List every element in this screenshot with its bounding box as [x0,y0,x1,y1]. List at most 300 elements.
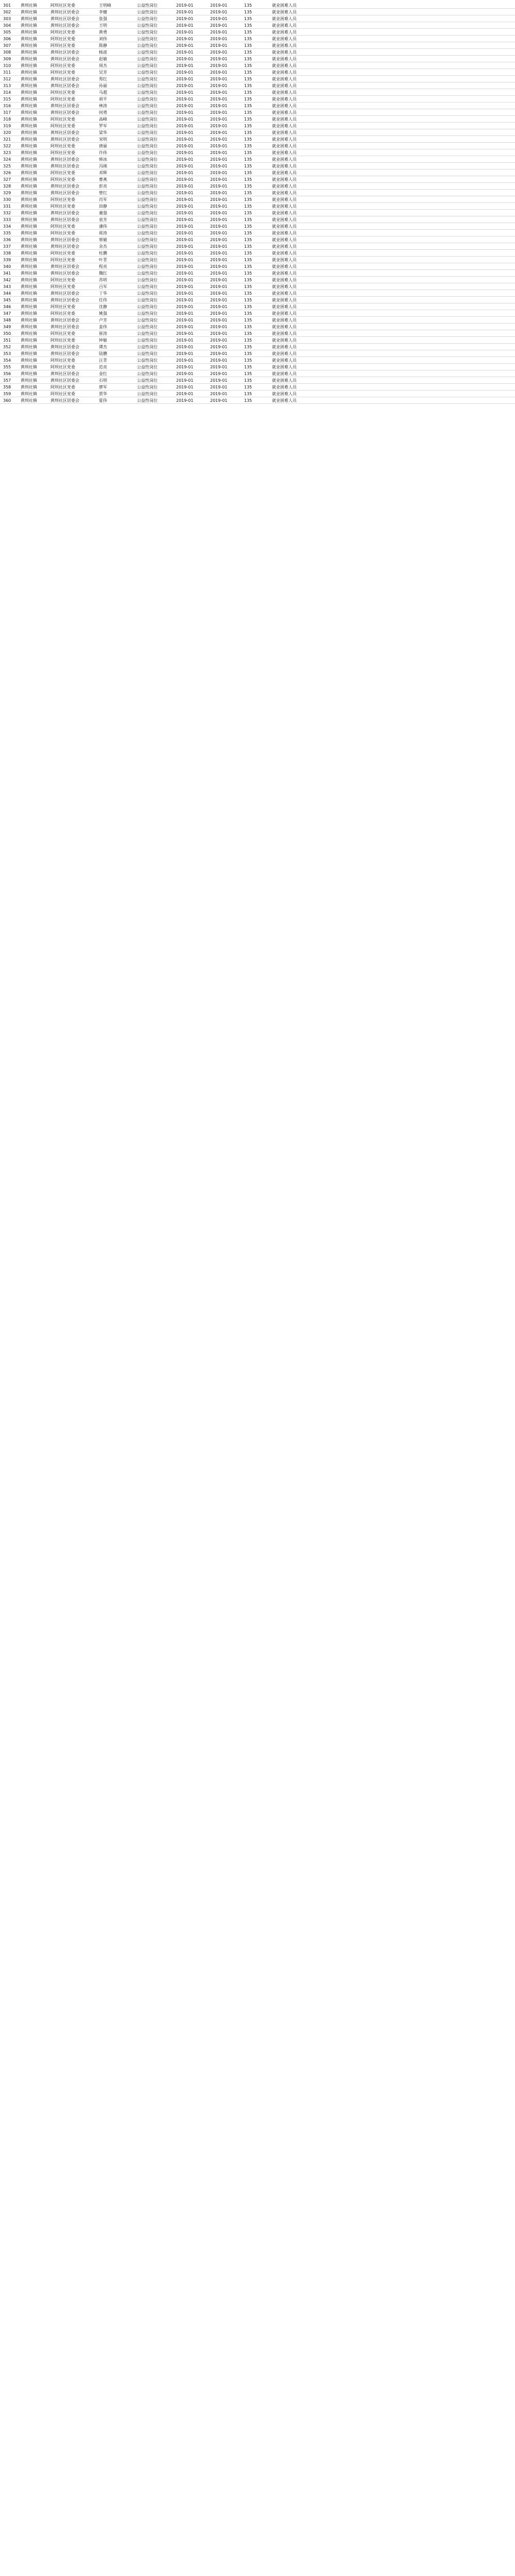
cell-number: 347 [3,311,11,316]
cell-start-date: 2019-01 [176,10,194,14]
cell-category: 就业困难人员 [272,217,297,222]
cell-start-date: 2019-01 [176,351,194,356]
cell-number: 357 [3,378,11,383]
cell-organization: 阿坝社区党委 [50,365,75,369]
cell-category: 就业困难人员 [272,398,297,403]
cell-category: 就业困难人员 [272,304,297,309]
cell-category: 就业困难人员 [272,177,297,182]
cell-end-date: 2019-01 [210,110,228,115]
cell-number: 346 [3,304,11,309]
cell-type: 公益性岗位 [137,124,158,128]
cell-organization: 阿坝社区党委 [50,37,75,41]
cell-type: 公益性岗位 [137,130,158,135]
cell-start-date: 2019-01 [176,104,194,108]
table-row [0,397,515,404]
cell-town: 黄圳社镇 [21,304,37,309]
cell-category: 就业困难人员 [272,117,297,122]
cell-type: 公益性岗位 [137,191,158,195]
cell-category: 就业困难人员 [272,224,297,229]
cell-end-date: 2019-01 [210,117,228,122]
table-row [0,82,515,89]
cell-amount: 135 [244,177,252,182]
cell-amount: 135 [244,251,252,256]
table-row [0,210,515,216]
cell-organization: 黄圳社区居委会 [50,371,79,376]
cell-type: 公益性岗位 [137,244,158,249]
table-row [0,196,515,203]
cell-end-date: 2019-01 [210,211,228,215]
cell-name: 吕军 [99,284,107,289]
cell-organization: 黄圳社区居委会 [50,184,79,189]
cell-type: 公益性岗位 [137,224,158,229]
cell-town: 黄圳社镇 [21,291,37,296]
cell-end-date: 2019-01 [210,238,228,242]
cell-start-date: 2019-01 [176,385,194,389]
cell-name: 郑红 [99,77,107,81]
cell-end-date: 2019-01 [210,244,228,249]
cell-amount: 135 [244,57,252,61]
cell-category: 就业困难人员 [272,311,297,316]
cell-number: 334 [3,224,11,229]
cell-name: 范亮 [99,365,107,369]
cell-town: 黄圳社镇 [21,231,37,235]
cell-town: 黄圳社镇 [21,30,37,35]
cell-start-date: 2019-01 [176,144,194,148]
cell-category: 就业困难人员 [272,284,297,289]
table-row [0,283,515,290]
cell-town: 黄圳社镇 [21,124,37,128]
table-row [0,190,515,196]
cell-organization: 阿坝社区党委 [50,304,75,309]
cell-name: 罗军 [99,124,107,128]
cell-start-date: 2019-01 [176,110,194,115]
cell-number: 360 [3,398,11,403]
cell-number: 339 [3,258,11,262]
cell-organization: 黄圳社区居委会 [50,325,79,329]
cell-amount: 135 [244,284,252,289]
cell-amount: 135 [244,238,252,242]
cell-town: 黄圳社镇 [21,104,37,108]
cell-type: 公益性岗位 [137,204,158,209]
table-row [0,170,515,176]
table-row [0,270,515,277]
table-row [0,89,515,96]
cell-town: 黄圳社镇 [21,77,37,81]
cell-end-date: 2019-01 [210,70,228,75]
cell-type: 公益性岗位 [137,157,158,162]
cell-town: 黄圳社镇 [21,37,37,41]
cell-name: 余杰 [99,244,107,249]
cell-category: 就业困难人员 [272,130,297,135]
cell-start-date: 2019-01 [176,338,194,343]
cell-start-date: 2019-01 [176,191,194,195]
cell-end-date: 2019-01 [210,10,228,14]
cell-organization: 阿坝社区党委 [50,224,75,229]
cell-organization: 阿坝社区党委 [50,338,75,343]
table-row [0,203,515,210]
table-row [0,324,515,330]
cell-category: 就业困难人员 [272,291,297,296]
cell-number: 322 [3,144,11,148]
cell-amount: 135 [244,398,252,403]
table-row [0,257,515,263]
cell-name: 黄勇 [99,30,107,35]
cell-type: 公益性岗位 [137,137,158,142]
cell-name: 廖军 [99,385,107,389]
cell-number: 345 [3,298,11,302]
cell-amount: 135 [244,338,252,343]
cell-organization: 阿坝社区党委 [50,97,75,101]
cell-type: 公益性岗位 [137,97,158,101]
cell-end-date: 2019-01 [210,77,228,81]
table-row [0,36,515,42]
table-row [0,310,515,317]
cell-number: 304 [3,23,11,28]
cell-name: 孙丽 [99,83,107,88]
cell-type: 公益性岗位 [137,177,158,182]
cell-amount: 135 [244,318,252,323]
cell-town: 黄圳社镇 [21,244,37,249]
cell-amount: 135 [244,104,252,108]
table-row [0,15,515,22]
cell-organization: 黄圳社区居委会 [50,57,79,61]
cell-organization: 黄圳社区居委会 [50,10,79,14]
table-row [0,297,515,303]
cell-category: 就业困难人员 [272,63,297,68]
cell-end-date: 2019-01 [210,278,228,282]
cell-start-date: 2019-01 [176,204,194,209]
cell-category: 就业困难人员 [272,378,297,383]
cell-amount: 135 [244,3,252,8]
cell-type: 公益性岗位 [137,90,158,95]
cell-name: 彭亮 [99,184,107,189]
cell-start-date: 2019-01 [176,43,194,48]
cell-category: 就业困难人员 [272,358,297,363]
cell-name: 任伟 [99,298,107,302]
cell-organization: 阿坝社区党委 [50,197,75,202]
cell-organization: 阿坝社区党委 [50,117,75,122]
cell-name: 张强 [99,16,107,21]
cell-category: 就业困难人员 [272,70,297,75]
table-row [0,42,515,49]
cell-category: 就业困难人员 [272,83,297,88]
cell-start-date: 2019-01 [176,83,194,88]
cell-type: 公益性岗位 [137,325,158,329]
cell-category: 就业困难人员 [272,392,297,396]
cell-town: 黄圳社镇 [21,184,37,189]
cell-category: 就业困难人员 [272,171,297,175]
cell-number: 341 [3,271,11,276]
cell-name: 陈静 [99,43,107,48]
cell-type: 公益性岗位 [137,30,158,35]
table-row [0,357,515,364]
cell-amount: 135 [244,244,252,249]
cell-type: 公益性岗位 [137,10,158,14]
cell-organization: 黄圳社区居委会 [50,345,79,349]
cell-amount: 135 [244,164,252,168]
cell-number: 355 [3,365,11,369]
table-row [0,330,515,337]
cell-category: 就业困难人员 [272,37,297,41]
cell-end-date: 2019-01 [210,224,228,229]
cell-number: 315 [3,97,11,101]
cell-organization: 黄圳社区居委会 [50,16,79,21]
cell-start-date: 2019-01 [176,211,194,215]
cell-name: 胡平 [99,97,107,101]
cell-name: 高峰 [99,117,107,122]
cell-category: 就业困难人员 [272,244,297,249]
cell-type: 公益性岗位 [137,338,158,343]
cell-town: 黄圳社镇 [21,117,37,122]
cell-start-date: 2019-01 [176,3,194,8]
cell-start-date: 2019-01 [176,30,194,35]
cell-name: 袁芳 [99,217,107,222]
cell-name: 王明 [99,23,107,28]
cell-amount: 135 [244,378,252,383]
cell-category: 就业困难人员 [272,50,297,55]
cell-amount: 135 [244,43,252,48]
cell-category: 就业困难人员 [272,264,297,269]
cell-name: 马超 [99,90,107,95]
table-row [0,236,515,243]
cell-organization: 黄圳社区居委会 [50,83,79,88]
cell-organization: 阿坝社区党委 [50,144,75,148]
cell-type: 公益性岗位 [137,117,158,122]
cell-start-date: 2019-01 [176,278,194,282]
cell-end-date: 2019-01 [210,177,228,182]
cell-category: 就业困难人员 [272,77,297,81]
table-row [0,29,515,36]
cell-end-date: 2019-01 [210,37,228,41]
table-row [0,216,515,223]
cell-end-date: 2019-01 [210,124,228,128]
cell-start-date: 2019-01 [176,150,194,155]
table-row [0,49,515,56]
cell-town: 黄圳社镇 [21,97,37,101]
cell-type: 公益性岗位 [137,211,158,215]
cell-end-date: 2019-01 [210,90,228,95]
cell-organization: 黄圳社区居委会 [50,137,79,142]
cell-town: 黄圳社镇 [21,251,37,256]
cell-type: 公益性岗位 [137,278,158,282]
cell-name: 潘伟 [99,224,107,229]
cell-type: 公益性岗位 [137,77,158,81]
cell-amount: 135 [244,37,252,41]
cell-type: 公益性岗位 [137,378,158,383]
cell-category: 就业困难人员 [272,184,297,189]
cell-organization: 阿坝社区党委 [50,278,75,282]
cell-organization: 阿坝社区党委 [50,171,75,175]
cell-name: 李健 [99,10,107,14]
cell-town: 黄圳社镇 [21,378,37,383]
cell-town: 黄圳社镇 [21,157,37,162]
cell-category: 就业困难人员 [272,43,297,48]
cell-name: 杨波 [99,50,107,55]
cell-organization: 阿坝社区党委 [50,150,75,155]
cell-amount: 135 [244,271,252,276]
cell-organization: 黄圳社区居委会 [50,217,79,222]
cell-start-date: 2019-01 [176,23,194,28]
cell-category: 就业困难人员 [272,231,297,235]
cell-amount: 135 [244,117,252,122]
table-row [0,123,515,129]
cell-end-date: 2019-01 [210,385,228,389]
cell-start-date: 2019-01 [176,97,194,101]
cell-category: 就业困难人员 [272,137,297,142]
cell-number: 301 [3,3,11,8]
cell-amount: 135 [244,83,252,88]
cell-organization: 黄圳社区居委会 [50,50,79,55]
cell-organization: 黄圳社区居委会 [50,23,79,28]
cell-start-date: 2019-01 [176,171,194,175]
cell-start-date: 2019-01 [176,238,194,242]
cell-start-date: 2019-01 [176,90,194,95]
table-row [0,109,515,116]
cell-amount: 135 [244,291,252,296]
cell-town: 黄圳社镇 [21,10,37,14]
cell-category: 就业困难人员 [272,57,297,61]
cell-type: 公益性岗位 [137,217,158,222]
cell-type: 公益性岗位 [137,258,158,262]
cell-town: 黄圳社镇 [21,50,37,55]
cell-amount: 135 [244,191,252,195]
cell-town: 黄圳社镇 [21,191,37,195]
cell-town: 黄圳社镇 [21,130,37,135]
cell-end-date: 2019-01 [210,351,228,356]
table-row [0,62,515,69]
cell-number: 320 [3,130,11,135]
table-row [0,56,515,62]
cell-type: 公益性岗位 [137,3,158,8]
table-row [0,2,515,9]
cell-number: 342 [3,278,11,282]
cell-number: 350 [3,331,11,336]
cell-town: 黄圳社镇 [21,271,37,276]
cell-organization: 阿坝社区党委 [50,90,75,95]
cell-end-date: 2019-01 [210,50,228,55]
cell-town: 黄圳社镇 [21,345,37,349]
table-row [0,149,515,156]
cell-category: 就业困难人员 [272,16,297,21]
cell-amount: 135 [244,217,252,222]
cell-amount: 135 [244,50,252,55]
cell-amount: 135 [244,30,252,35]
cell-start-date: 2019-01 [176,345,194,349]
cell-end-date: 2019-01 [210,258,228,262]
cell-number: 312 [3,77,11,81]
table-row [0,337,515,344]
table-row [0,129,515,136]
cell-category: 就业困难人员 [272,345,297,349]
cell-number: 331 [3,204,11,209]
cell-end-date: 2019-01 [210,371,228,376]
cell-end-date: 2019-01 [210,144,228,148]
cell-start-date: 2019-01 [176,130,194,135]
cell-type: 公益性岗位 [137,238,158,242]
cell-amount: 135 [244,311,252,316]
cell-amount: 135 [244,171,252,175]
cell-organization: 黄圳社区居委会 [50,378,79,383]
cell-name: 夏伟 [99,398,107,403]
cell-number: 343 [3,284,11,289]
cell-category: 就业困难人员 [272,157,297,162]
table-row [0,163,515,170]
table-row [0,370,515,377]
cell-start-date: 2019-01 [176,244,194,249]
cell-number: 329 [3,191,11,195]
cell-name: 王明峰 [99,3,111,8]
cell-amount: 135 [244,385,252,389]
cell-amount: 135 [244,23,252,28]
cell-number: 358 [3,385,11,389]
cell-town: 黄圳社镇 [21,238,37,242]
cell-type: 公益性岗位 [137,392,158,396]
cell-town: 黄圳社镇 [21,23,37,28]
cell-number: 335 [3,231,11,235]
cell-amount: 135 [244,137,252,142]
table-row [0,243,515,250]
cell-type: 公益性岗位 [137,385,158,389]
cell-number: 326 [3,171,11,175]
cell-type: 公益性岗位 [137,16,158,21]
cell-start-date: 2019-01 [176,177,194,182]
cell-start-date: 2019-01 [176,284,194,289]
cell-end-date: 2019-01 [210,204,228,209]
cell-organization: 阿坝社区党委 [50,70,75,75]
cell-amount: 135 [244,224,252,229]
cell-amount: 135 [244,90,252,95]
cell-type: 公益性岗位 [137,231,158,235]
table-row [0,303,515,310]
cell-name: 谭杰 [99,345,107,349]
cell-name: 吴芳 [99,70,107,75]
cell-end-date: 2019-01 [210,104,228,108]
cell-start-date: 2019-01 [176,184,194,189]
cell-start-date: 2019-01 [176,224,194,229]
cell-start-date: 2019-01 [176,157,194,162]
cell-end-date: 2019-01 [210,378,228,383]
cell-name: 杜鹏 [99,251,107,256]
cell-town: 黄圳社镇 [21,392,37,396]
cell-name: 宋明 [99,137,107,142]
cell-category: 就业困难人员 [272,97,297,101]
cell-number: 353 [3,351,11,356]
cell-amount: 135 [244,157,252,162]
cell-number: 306 [3,37,11,41]
cell-number: 337 [3,244,11,249]
cell-start-date: 2019-01 [176,298,194,302]
cell-organization: 黄圳社区居委会 [50,211,79,215]
cell-name: 唐丽 [99,144,107,148]
cell-name: 沈静 [99,304,107,309]
cell-name: 崔涛 [99,331,107,336]
cell-end-date: 2019-01 [210,264,228,269]
cell-end-date: 2019-01 [210,23,228,28]
cell-organization: 黄圳社区居委会 [50,298,79,302]
cell-start-date: 2019-01 [176,63,194,68]
cell-amount: 135 [244,204,252,209]
cell-town: 黄圳社镇 [21,171,37,175]
cell-town: 黄圳社镇 [21,358,37,363]
cell-end-date: 2019-01 [210,298,228,302]
cell-start-date: 2019-01 [176,77,194,81]
cell-name: 肖军 [99,197,107,202]
table-row [0,290,515,297]
cell-town: 黄圳社镇 [21,150,37,155]
cell-name: 丁华 [99,291,107,296]
cell-type: 公益性岗位 [137,351,158,356]
cell-town: 黄圳社镇 [21,264,37,269]
